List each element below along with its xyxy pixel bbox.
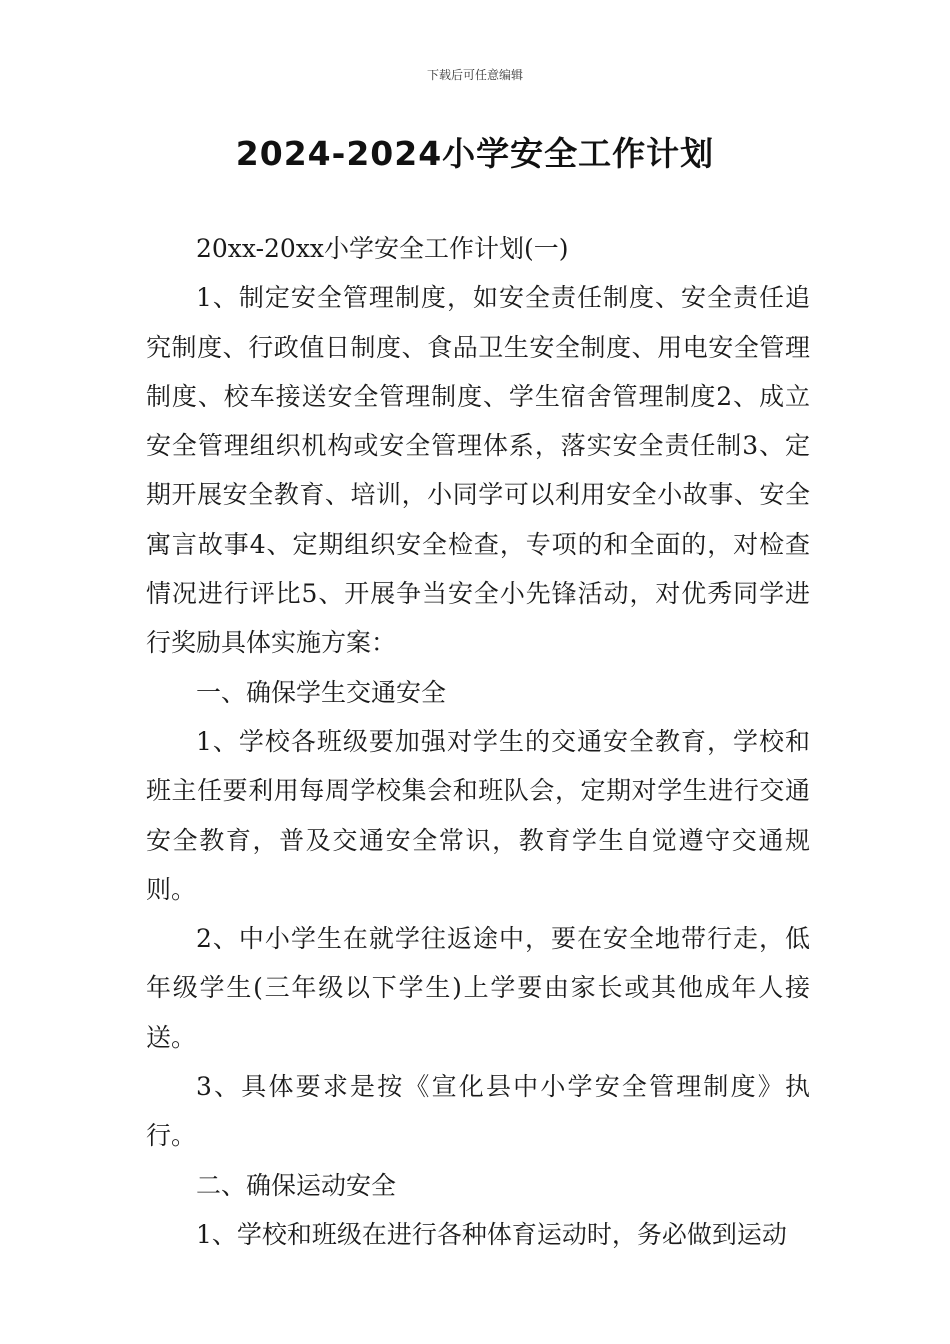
paragraph-sports-1: 1、学校和班级在进行各种体育运动时，务必做到运动 (196, 1219, 787, 1249)
paragraph-traffic-2: 2、中小学生在就学往返途中，要在安全地带行走，低年级学生(三年级以下学生)上学要由家长或其他成年人接送。 (146, 924, 810, 1052)
paragraph-overview: 1、制定安全管理制度，如安全责任制度、安全责任追究制度、行政值日制度、食品卫生安全制度、用电安全管理制度、校车接送安全管理制度、学生宿舍管理制度2、成立安全管理组织机构或安全管理体系，落实安全责任制3、定期开展安全教育、培训，小同学可以利用安全小故事、安全寓言故事4、定期组织安全检查，专项的和全面的，对检查情况进行评比5、开展争当安全小先锋活动，对优秀同学进行奖励具体实施方案： (146, 283, 810, 658)
document-title: 2024-2024小学安全工作计划 (235, 134, 715, 173)
section-heading-sports: 二、确保运动安全 (196, 1170, 397, 1200)
paragraph-traffic-1: 1、学校各班级要加强对学生的交通安全教育，学校和班主任要利用每周学校集会和班队会，定期对学生进行交通安全教育，普及交通安全常识，教育学生自觉遵守交通规则。 (146, 726, 810, 904)
header-note: 下载后可任意编辑 (426, 68, 523, 82)
document-body (146, 224, 810, 1259)
section-heading-traffic: 一、确保学生交通安全 (196, 677, 447, 707)
paragraph-traffic-3: 3、具体要求是按《宣化县中小学安全管理制度》执行。 (146, 1072, 810, 1151)
paragraph-subtitle: 20xx-20xx小学安全工作计划(一) (196, 234, 569, 263)
